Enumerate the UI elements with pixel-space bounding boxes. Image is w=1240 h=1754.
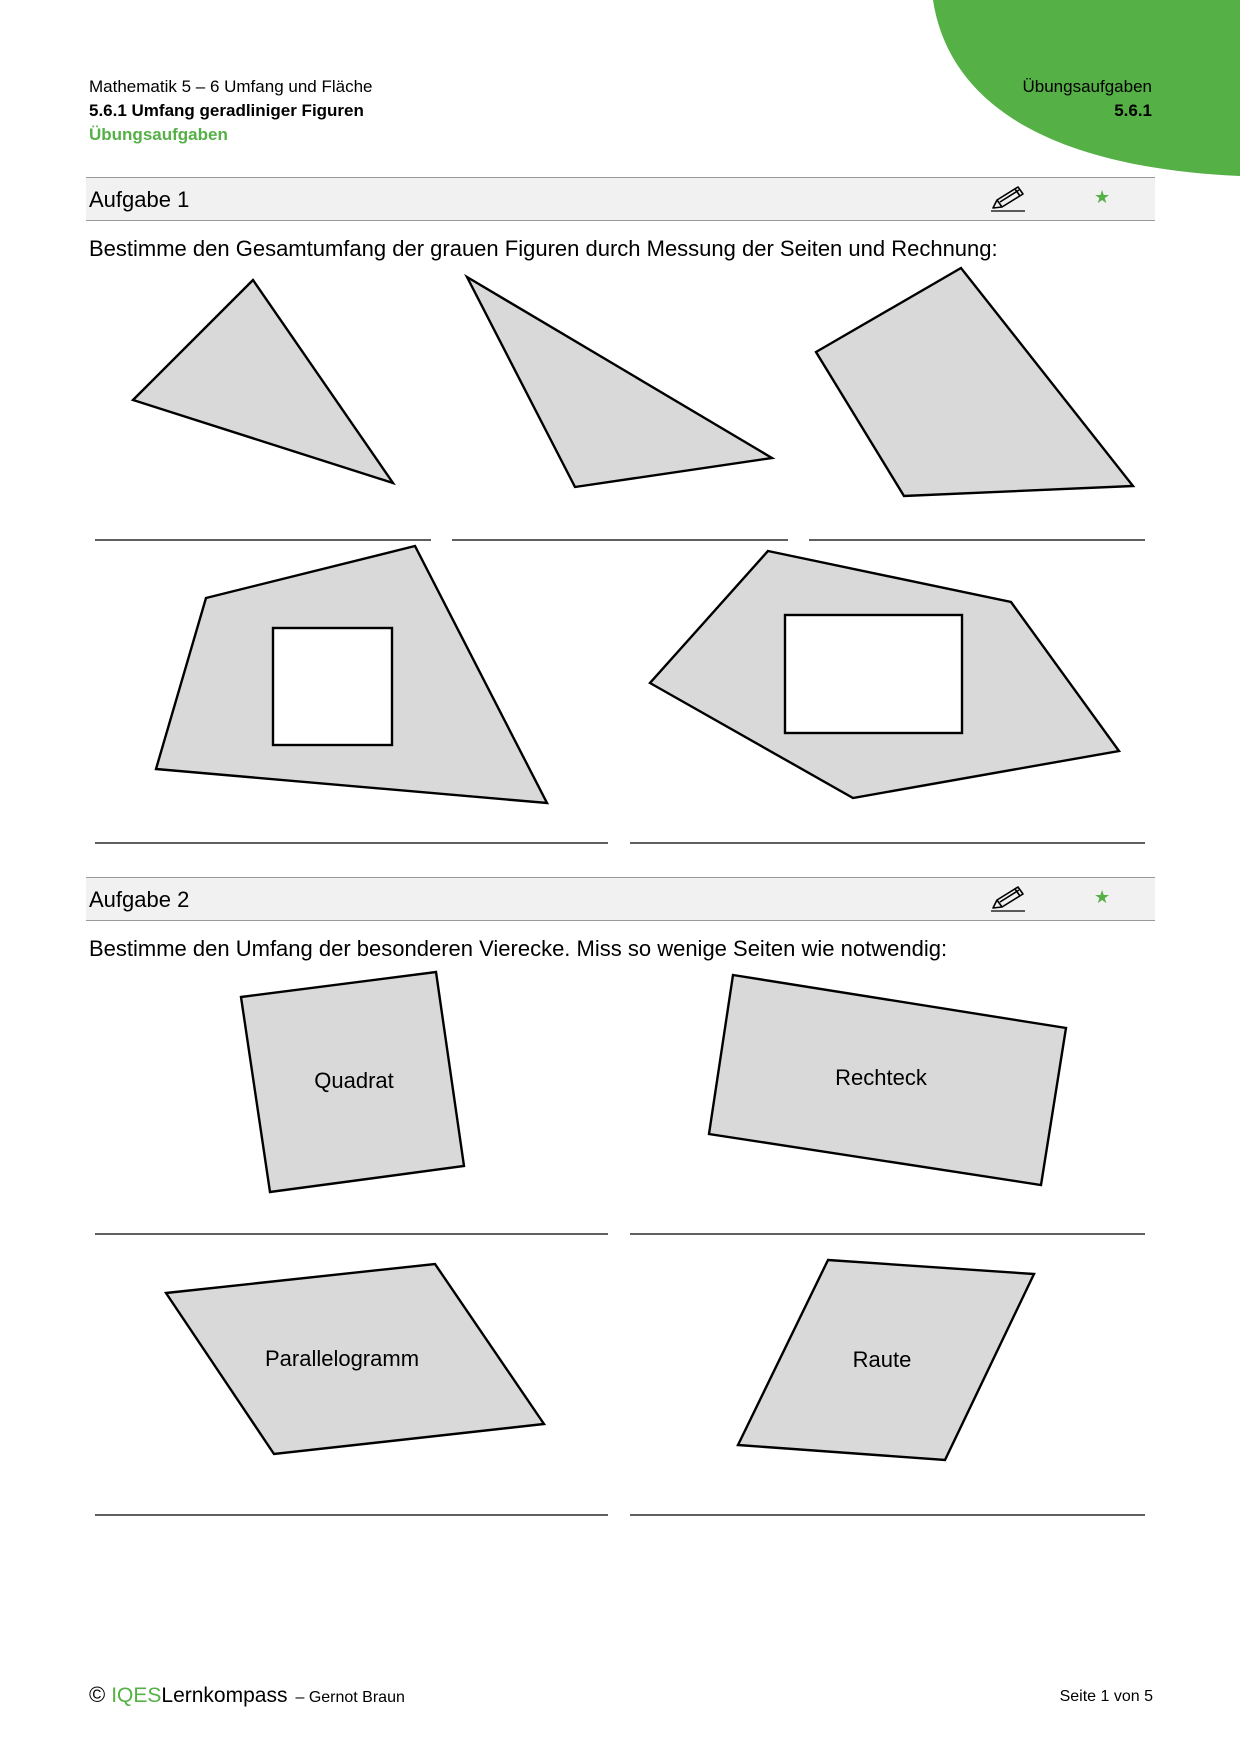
author: – Gernot Braun bbox=[295, 1689, 405, 1706]
difficulty-star: ★ bbox=[1094, 187, 1111, 207]
label-rechteck: Rechteck bbox=[835, 1065, 927, 1090]
label-quadrat: Quadrat bbox=[314, 1068, 394, 1093]
topic-title: 5.6.1 Umfang geradliniger Figuren bbox=[89, 101, 364, 120]
header-right-label: Übungsaufgaben bbox=[1022, 77, 1152, 96]
page-number: Seite 1 von 5 bbox=[1059, 1688, 1153, 1705]
section-title: Übungsaufgaben bbox=[89, 125, 228, 144]
task-1-title: Aufgabe 1 bbox=[89, 187, 190, 212]
difficulty-star: ★ bbox=[1094, 887, 1111, 907]
label-parallelogramm: Parallelogramm bbox=[264, 1346, 420, 1371]
copyright-symbol: © bbox=[89, 1682, 106, 1707]
course-title: Mathematik 5 – 6 Umfang und Fläche bbox=[89, 77, 373, 96]
brand-iqes: IQES bbox=[111, 1684, 162, 1707]
header-right-number: 5.6.1 bbox=[1114, 101, 1152, 120]
footer-brand bbox=[89, 1682, 405, 1708]
task-1-instruction: Bestimme den Gesamtumfang der grauen Figuren durch Messung der Seiten und Rechnung: bbox=[89, 236, 998, 261]
brand-lernkompass: Lernkompass bbox=[161, 1684, 288, 1707]
task-2-title: Aufgabe 2 bbox=[89, 887, 190, 912]
label-raute: Raute bbox=[852, 1347, 912, 1372]
task-2-instruction: Bestimme den Umfang der besonderen Vierecke. Miss so wenige Seiten wie notwendig: bbox=[89, 936, 948, 961]
